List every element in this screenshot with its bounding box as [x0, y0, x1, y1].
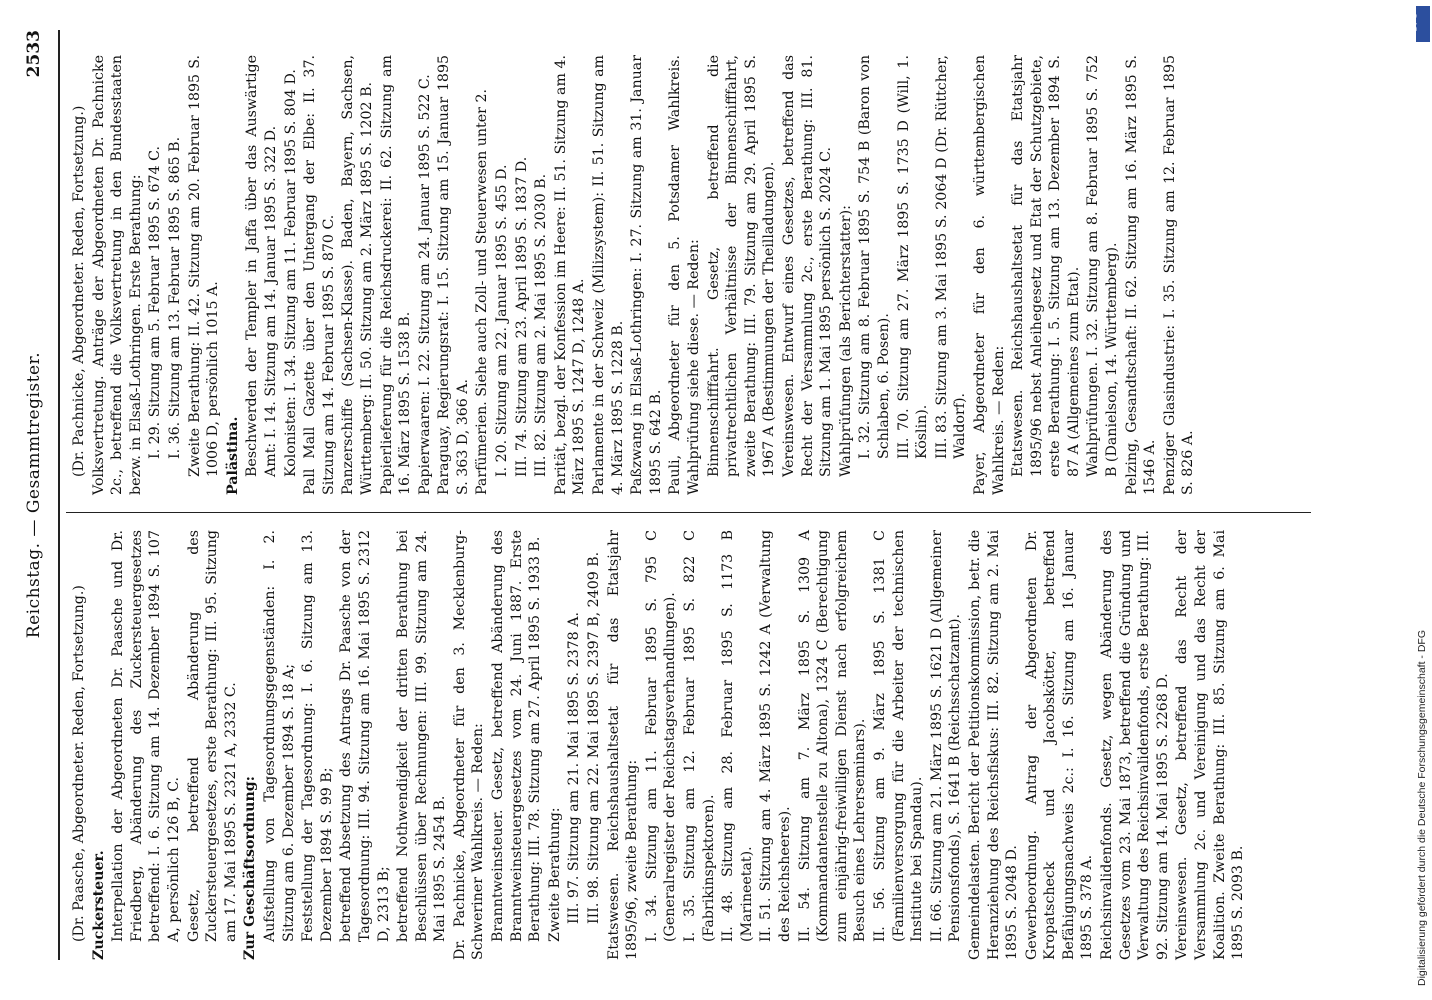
running-title: Reichstag. — Gesammtregister. [24, 351, 44, 639]
index-entry: III. 74. Sitzung am 23. April 1895 S. 1837 D. [513, 156, 530, 477]
index-entry: Gewerbeordnung. Antrag der Abgeordneten Dr. Kropatscheck und Jacobskötter, betreffend Befähigungsnachweis 2c.: I. 16. Sitzung am 16. Januar 1895 S. 378 A. [1023, 530, 1096, 960]
page-number: 2533 [24, 30, 44, 78]
index-entry: betreffend Nothwendigkeit der dritten Berathung bei Beschlüssen über Rechnungen: III. 99. Sitzung am 24. Mai 1895 S. 2454 B. [395, 530, 449, 942]
index-entry: III. 70. Sitzung am 27. März 1895 S. 1735 D (Will, 1. Köslin). [895, 55, 931, 459]
index-entry: Gemeindelasten. Bericht der Petitionskommission, betr. die Heranziehung des Reichsfiskus: III. 82. Sitzung am 2. Mai 1895 S. 2048 D. [966, 530, 1021, 960]
index-entry: Etatswesen. Reichshaushaltsetat für das Etatsjahr 1895/96, zweite Berathung: [605, 530, 641, 960]
index-entry: III. 83. Sitzung am 3. Mai 1895 S. 2064 D (Dr. Rüttcher, Waldorf). [933, 55, 969, 459]
index-entry: Kolonisten: I. 34. Sitzung am 11. Februar 1895 S. 804 D. [282, 69, 299, 477]
index-entry: Papierwaaren: I. 22. Sitzung am 24. Januar 1895 S. 522 C. [416, 74, 433, 495]
index-entry: Binnenschifffahrt. Gesetz, betreffend die privatrechtlichen Verhältnisse der Binnenschifffahrt, zweite Berathung: III. 79. Sitzung am 29. April 1895 S. 1967 A (Bestimmungen der Theilladungen). [705, 55, 778, 477]
index-entry: Paßzwang in Elsaß-Lothringen: I. 27. Sitzung am 31. Januar 1895 S. 642 B. [629, 55, 664, 495]
index-entry: Zur Geschäftsordnung: [242, 776, 259, 960]
index-entry: Pelzing, Gesandtschaft: II. 62. Sitzung am 16. März 1895 S. 1546 A. [1123, 55, 1159, 495]
index-entry: Dr. Pachnicke, Abgeordneter für den 3. Mecklenburg-Schweriner Wahlkreis. — Reden: [451, 530, 487, 960]
index-entry: II. 51. Sitzung am 4. März 1895 S. 1242 A (Verwaltung des Reichsheeres). [758, 530, 793, 942]
index-entry: Beschwerden der Templer in Jaffa über das Auswärtige Amt: I. 14. Sitzung am 14. Januar 1895 S. 322 D. [244, 55, 279, 477]
dfg-watermark [1414, 0, 1432, 1000]
index-entry: (Dr. Pachnicke, Abgeordneter. Reden, Fortsetzung.) [71, 105, 87, 477]
index-entry: Zuckersteuer. [90, 850, 107, 960]
index-entry: Parlamente in der Schweiz (Milizsystem): II. 51. Sitzung am 4. März 1895 S. 1228 B. [591, 55, 626, 495]
index-entry: Etatswesen. Reichshaushaltsetat für das Etatsjahr 1895/96 nebst Anleihegesetz und Etat der Schutzgebiete, erste Berathung: I. 5. Sitzung am 13. Dezember 1894 S. 87 A (Allgemeines zum Etat). [1010, 55, 1082, 477]
index-entry: Parität, bezgl. der Konfession im Heere: II. 51. Sitzung am 4. März 1895 S. 1247 D, 1248 A. [552, 55, 588, 495]
left-column [70, 530, 1249, 960]
index-entry: I. 36. Sitzung am 13. Februar 1895 S. 865 B. [166, 136, 183, 459]
index-entry: Vereinswesen. Entwurf eines Gesetzes, betreffend das Recht der Versammlung 2c., erste Berathung: III. 81. Sitzung am 1. Mai 1895 persönlich S. 2024 C. [780, 55, 835, 477]
index-entry: (Dr. Paasche, Abgeordneter. Reden, Fortsetzung.) [71, 585, 87, 942]
index-entry: I. 29. Sitzung am 5. Februar 1895 S. 674 C. [147, 146, 164, 459]
index-entry: Pauli, Abgeordneter für den 5. Potsdamer Wahlkreis. Wahlprüfung siehe diese. — Reden: [667, 55, 702, 495]
index-entry: Penziger Glasindustrie: I. 35. Sitzung am 12. Februar 1895 S. 826 A. [1161, 55, 1197, 495]
index-entry: Pall Mall Gazette über den Untergang der Elbe: II. 37. Sitzung am 14. Februar 1895 S. 870 C. [302, 55, 337, 495]
index-entry: Wahlprüfungen (als Berichterstatter): [837, 205, 854, 477]
index-entry: Paraguay, Regierungsrat: I. 15. Sitzung am 15. Januar 1895 S. 363 D, 366 A. [436, 55, 471, 495]
index-entry: Zweite Berathung: [546, 807, 563, 942]
index-entry: Vereinswesen. Gesetz, betreffend das Recht der Versammlung 2c. und Vereinigung und das Recht der Koalition. Zweite Berathung: III. 85. Sitzung am 6. Mai 1895 S. 2093 B. [1174, 530, 1247, 960]
index-entry: Aufstellung von Tagesordnungsgegenständen: I. 2. Sitzung am 6. Dezember 1894 S. 18 A; [261, 530, 297, 942]
index-entry: II. 66. Sitzung am 21. März 1895 S. 1621 D (Allgemeiner Pensionsfonds), S. 1641 B (Reichsschatzamt). [928, 530, 964, 942]
index-entry: Branntweinsteuer. Gesetz, betreffend Abänderung des Branntweinsteuergesetzes vom 24. Juni 1887. Erste Berathung: III. 78. Sitzung am 27. April 1895 S. 1933 B. [490, 530, 544, 942]
index-entry: III. 97. Sitzung am 21. Mai 1895 S. 2378 A. [566, 612, 583, 924]
index-entry: III. 98. Sitzung am 22. Mai 1895 S. 2397 B, 2409 B. [586, 551, 603, 924]
watermark-text: Digitalisierung gefördert durch die Deutsche Forschungsgemeinschaft - DFG [1416, 629, 1428, 986]
index-entry: betreffend Absetzung des Antrags Dr. Paasche von der Tagesordnung: III. 94. Sitzung am 16. Mai 1895 S. 2312 D, 2313 B; [338, 530, 392, 942]
index-entry: Interpellation der Abgeordneten Dr. Paasche und Dr. Friedberg, Abänderung des Zuckersteuergesetzes betreffend: I. 6. Sitzung am 14. Dezember 1894 S. 107 A, persönlich 126 B, C. [110, 530, 182, 942]
index-entry: Wahlprüfungen. I. 32. Sitzung am 8. Februar 1895 S. 752 B (Danielson, 14. Württemberg). [1085, 55, 1121, 477]
index-entry: Payer, Abgeordneter für den 6. württembergischen Wahlkreis. — Reden: [971, 55, 1007, 495]
index-entry: Gesetz, betreffend Abänderung des Zuckersteuergesetzes, erste Berathung: III. 95. Sitzung am 17. Mai 1895 S. 2321 A, 2332 C. [185, 530, 239, 942]
index-entry: II. 56. Sitzung am 9. März 1895 S. 1381 C (Familienversorgung für die Arbeiter der technischen Institute bei Spandau). [871, 530, 926, 942]
index-entry: III. 82. Sitzung am 2. Mai 1895 S. 2030 B. [533, 173, 550, 477]
index-entry: II. 48. Sitzung am 28. Februar 1895 S. 1173 B (Marineetat). [720, 530, 755, 942]
index-entry: Reichsinvalidenfonds. Gesetz, wegen Abänderung des Gesetzes vom 23. Mai 1873, betreffend die Gründung und Verwaltung des Reichsinvalidenfonds, erste Berathung: III. 92. Sitzung am 14. Mai 1895 S. 2268 D. [1099, 530, 1171, 960]
dfg-logo [1408, 6, 1430, 42]
index-entry: Volksvertretung. Anträge der Abgeordneten Dr. Pachnicke 2c., betreffend die Volksvertretung in den Bundesstaaten bezw. in Elsaß-Lothringen. Erste Berathung: [90, 55, 144, 495]
header-rule [58, 30, 60, 960]
index-entry: Papierlieferung für die Reichsdruckerei: II. 62. Sitzung am 16. März 1895 S. 1538 B. [378, 55, 414, 495]
column-divider [66, 512, 1311, 513]
right-column [70, 55, 1199, 495]
index-entry: Zweite Berathung: II. 42. Sitzung am 20. Februar 1895 S. 1006 D, persönlich 1015 A. [186, 55, 222, 477]
page-header [24, 30, 54, 960]
dfg-logo-text: DFG [1408, 12, 1419, 32]
index-entry: Panzerschiffe (Sachsen-Klasse). Baden, Bayern, Sachsen, Württemberg: II. 50. Sitzung am 2. März 1895 S. 1202 B. [340, 55, 375, 495]
index-entry: II. 54. Sitzung am 7. März 1895 S. 1309 A (Kommandantenstelle zu Altona), 1324 C (Berechtigung zum einjährig-freiwilligen Dienst nach erfolgreichem Besuch eines Lehrerseminars). [796, 530, 869, 942]
index-entry: I. 34. Sitzung am 11. Februar 1895 S. 795 C (Generalregister der Reichstagsverhandlungen). [643, 530, 679, 942]
index-entry: Feststellung der Tagesordnung: I. 6. Sitzung am 13. Dezember 1894 S. 99 B; [300, 530, 335, 942]
index-entry: I. 35. Sitzung am 12. Februar 1895 S. 822 C (Fabrikinspektoren). [682, 530, 717, 942]
index-entry: Palästina. [224, 416, 241, 495]
index-entry: I. 32. Sitzung am 8. Februar 1895 S. 754 B (Baron von Schlaben, 6. Posen). [857, 55, 892, 459]
index-entry: Parfümerien. Siehe auch Zoll- und Steuerwesen unter 2. [474, 89, 491, 495]
index-entry: I. 20. Sitzung am 22. Januar 1895 S. 455 D. [494, 164, 511, 477]
